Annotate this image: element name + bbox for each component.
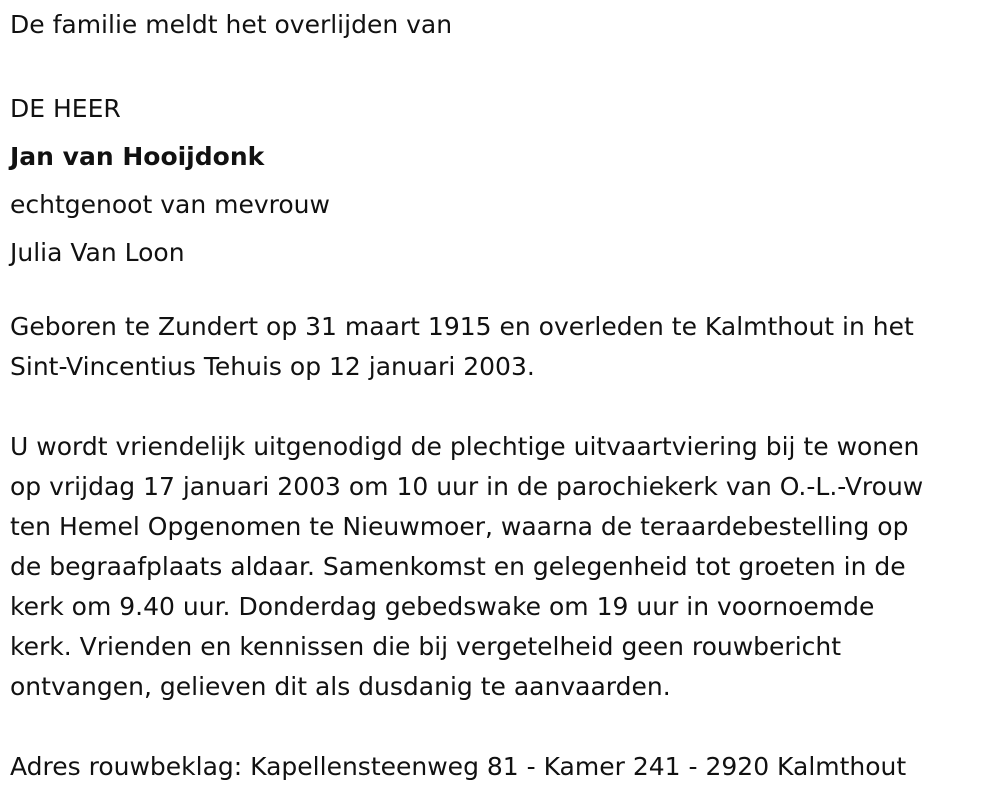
condolence-paragraph (10, 747, 1000, 787)
intro-text: De familie meldt het overlijden van (10, 10, 453, 39)
deceased-name: Jan van Hooijdonk (10, 142, 265, 171)
paragraph-line: Sint-Vincentius Tehuis op 12 januari 2003. (10, 352, 535, 381)
paragraph-line: ten Hemel Opgenomen te Nieuwmoer, waarna de teraardebestelling op (10, 512, 909, 541)
funeral-paragraph (10, 427, 1000, 707)
deceased-heading (10, 85, 1000, 277)
paragraph-line: ontvangen, gelieven dit als dusdanig te aanvaarden. (10, 672, 671, 701)
paragraph-line: kerk om 9.40 uur. Donderdag gebedswake om 19 uur in voornoemde (10, 592, 875, 621)
condolence-address: Adres rouwbeklag: Kapellensteenweg 81 - Kamer 241 - 2920 Kalmthout (10, 752, 907, 781)
birth-death-paragraph (10, 307, 1000, 387)
paragraph-line: U wordt vriendelijk uitgenodigd de plechtige uitvaartviering bij te wonen (10, 432, 920, 461)
paragraph-line: kerk. Vrienden en kennissen die bij vergetelheid geen rouwbericht (10, 632, 842, 661)
spouse-relation: echtgenoot van mevrouw (10, 190, 330, 219)
paragraph-line: de begraafplaats aldaar. Samenkomst en gelegenheid tot groeten in de (10, 552, 906, 581)
title-text: DE HEER (10, 94, 121, 123)
paragraph-line: Geboren te Zundert op 31 maart 1915 en overleden te Kalmthout in het (10, 312, 914, 341)
paragraph-line: op vrijdag 17 januari 2003 om 10 uur in de parochiekerk van O.-L.-Vrouw (10, 472, 924, 501)
spouse-name: Julia Van Loon (10, 238, 185, 267)
